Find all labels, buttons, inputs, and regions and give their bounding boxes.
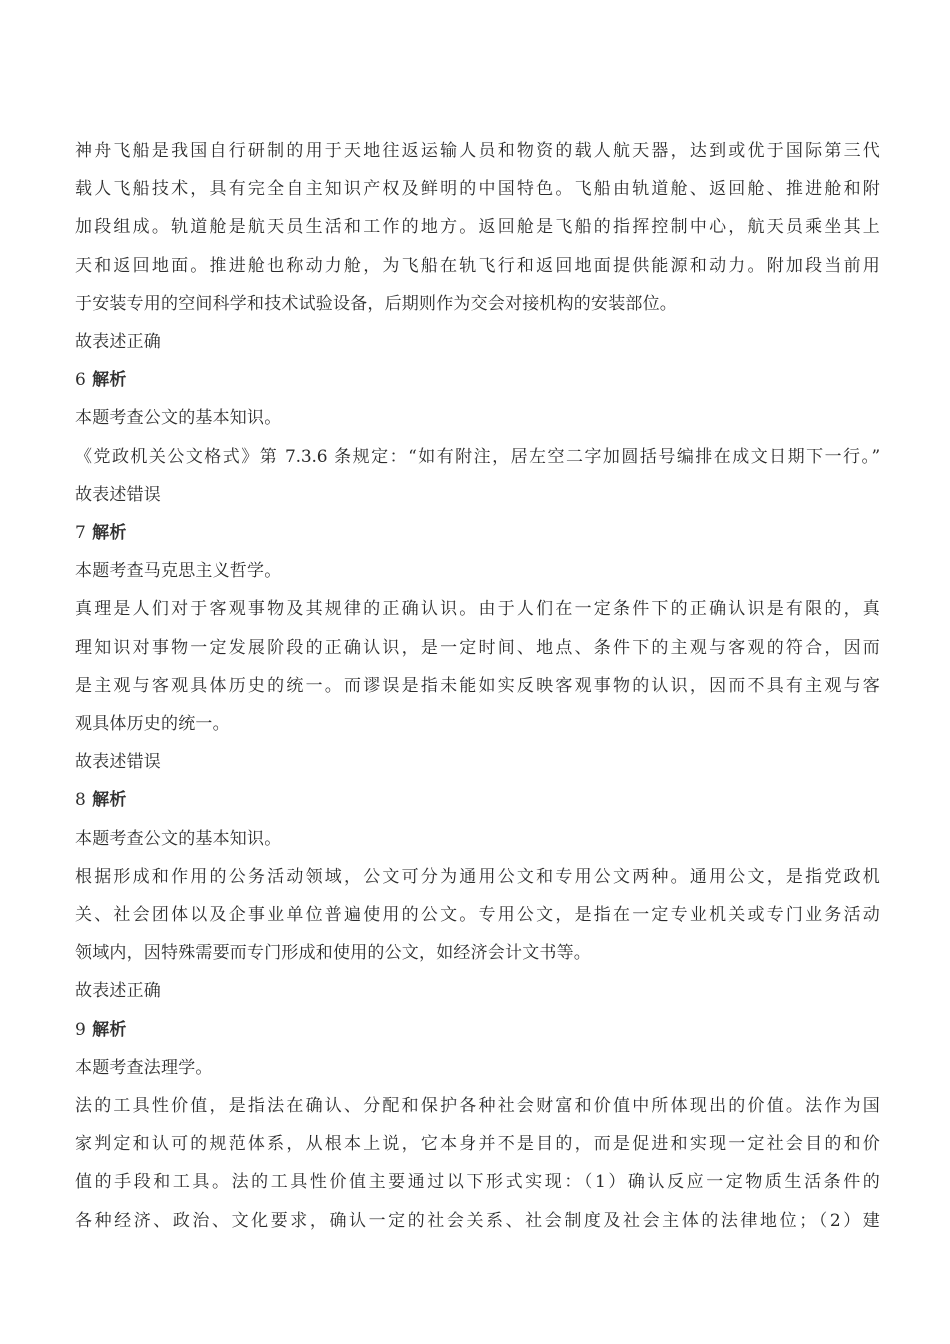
topic-text: 本题考查法理学。 [75, 1057, 213, 1078]
conclusion-text: 故表述错误 [75, 752, 161, 773]
paragraph-line: 观具体历史的统一。 [75, 714, 230, 735]
paragraph-line: 法的工具性价值，是指法在确认、分配和保护各种社会财富和价值中所体现出的价值。法作为国 [75, 1096, 880, 1117]
paragraph-line: 家判定和认可的规范体系，从根本上说，它本身并不是目的，而是促进和实现一定社会目的和价 [75, 1134, 880, 1155]
paragraph-line: 领域内，因特殊需要而专门形成和使用的公文，如经济会计文书等。 [75, 943, 591, 964]
topic-text: 本题考查公文的基本知识。 [75, 828, 282, 849]
paragraph-line: 根据形成和作用的公务活动领域，公文可分为通用公文和专用公文两种。通用公文，是指党政机 [75, 866, 880, 887]
topic-text: 本题考查马克思主义哲学。 [75, 561, 282, 582]
paragraph-line: 加段组成。轨道舱是航天员生活和工作的地方。返回舱是飞船的指挥控制中心，航天员乘坐其上 [75, 217, 880, 238]
paragraph-line: 值的手段和工具。法的工具性价值主要通过以下形式实现：（1）确认反应一定物质生活条件的 [75, 1172, 880, 1193]
section-number: 7 [75, 523, 87, 544]
section-number: 8 [75, 790, 87, 811]
section-heading [75, 1011, 880, 1049]
conclusion-text: 故表述错误 [75, 484, 161, 505]
conclusion-text: 故表述正确 [75, 981, 161, 1002]
paragraph-line: 于安装专用的空间科学和技术试验设备，后期则作为交会对接机构的安装部位。 [75, 293, 677, 314]
paragraph-line: 《党政机关公文格式》第 7.3.6 条规定：“如有附注，居左空二字加圆括号编排在成文日期下一行。” [75, 446, 880, 467]
conclusion-text: 故表述正确 [75, 332, 161, 353]
section-number: 6 [75, 370, 87, 391]
section-number: 9 [75, 1019, 87, 1040]
paragraph-line: 关、社会团体以及企事业单位普遍使用的公文。专用公文，是指在一定专业机关或专门业务活动 [75, 905, 880, 926]
section-heading [75, 514, 880, 552]
section-title: 解析 [92, 790, 127, 811]
body-paragraph [75, 1087, 880, 1240]
paragraph-line: 是主观与客观具体历史的统一。而谬误是指未能如实反映客观事物的认识，因而不具有主观与客 [75, 675, 880, 696]
body-paragraph [75, 858, 880, 973]
section-heading [75, 361, 880, 399]
paragraph-line: 载人飞船技术，具有完全自主知识产权及鲜明的中国特色。飞船由轨道舱、返回舱、推进舱和附 [75, 179, 880, 200]
section-title: 解析 [92, 1019, 127, 1040]
topic-text: 本题考查公文的基本知识。 [75, 408, 282, 429]
paragraph-line: 各种经济、政治、文化要求，确认一定的社会关系、社会制度及社会主体的法律地位；（2）建 [75, 1210, 880, 1231]
document-page [75, 132, 880, 1240]
paragraph-line: 理知识对事物一定发展阶段的正确认识，是一定时间、地点、条件下的主观与客观的符合，因而 [75, 637, 880, 658]
body-paragraph [75, 438, 880, 476]
section-title: 解析 [92, 370, 127, 391]
section-title: 解析 [92, 523, 127, 544]
paragraph-line: 真理是人们对于客观事物及其规律的正确认识。由于人们在一定条件下的正确认识是有限的，真 [75, 599, 880, 620]
paragraph-line: 神舟飞船是我国自行研制的用于天地往返运输人员和物资的载人航天器，达到或优于国际第三代 [75, 141, 880, 161]
intro-paragraph [75, 132, 880, 323]
section-heading [75, 781, 880, 819]
paragraph-line: 天和返回地面。推进舱也称动力舱，为飞船在轨飞行和返回地面提供能源和动力。附加段当前用 [75, 255, 880, 276]
body-paragraph [75, 590, 880, 743]
